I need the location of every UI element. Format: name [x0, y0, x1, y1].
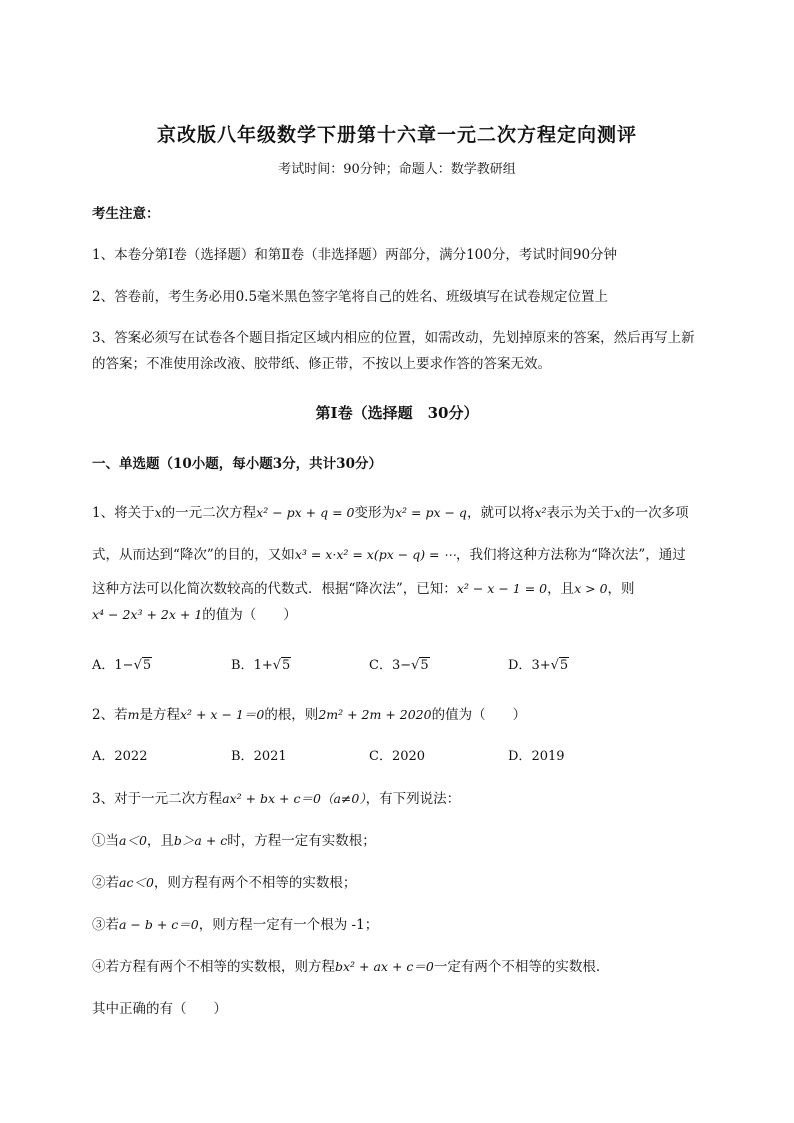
q2-option-a[interactable]: [92, 745, 147, 764]
q1-equation: x³ = x·x² = x(px − q) = ⋯: [294, 547, 456, 562]
option-value: 1−: [114, 658, 134, 673]
q3-text: 3、对于一元二次方程: [92, 791, 223, 807]
q3-equation: ax² + bx + c＝0（a≠0）: [222, 791, 366, 806]
q1-line-3: [92, 577, 635, 597]
option-label: B．: [231, 749, 254, 764]
q3-text: ③若: [92, 917, 119, 933]
q1-text: 的一元二次方程: [161, 505, 257, 521]
q3-equation: a＜0: [119, 833, 147, 848]
notice-item-2: 2、答卷前，考生务必用0.5毫米黑色签字笔将自己的姓名、班级填写在试卷规定位置上: [92, 289, 609, 305]
option-label: C．: [369, 749, 392, 764]
option-value: 2019: [531, 749, 565, 764]
q1-text: 变形为: [354, 505, 395, 521]
option-label: C．: [369, 658, 392, 673]
q3-equation: a − b + c＝0: [119, 917, 199, 932]
q1-var: x: [614, 505, 622, 520]
section-title: 第I卷（选择题 30分）: [315, 404, 479, 422]
q3-equation: bx² + ax + c＝0: [335, 959, 434, 974]
notice-heading: 考生注意：: [92, 206, 160, 222]
part-heading: 一、单选题（10小题，每小题3分，共计30分）: [92, 456, 382, 472]
q3-text: ，则方程一定有一个根为 -1；: [198, 917, 379, 933]
q1-text: ，则: [607, 581, 635, 597]
option-label: D．: [508, 658, 532, 673]
option-value: 2021: [253, 749, 287, 764]
q3-equation: b＞a + c: [173, 833, 228, 848]
q2-option-c[interactable]: [369, 745, 425, 764]
q1-option-b[interactable]: [231, 654, 291, 673]
q1-equation: x²: [534, 505, 547, 520]
q3-statement-3: [92, 913, 378, 933]
q1-line-4: [92, 603, 297, 623]
q2-equation: 2m² + 2m + 2020: [318, 707, 432, 722]
q3-statement-1: [92, 829, 376, 849]
q3-text: 一定有两个不相等的实数根．: [433, 959, 610, 975]
q3-statement-2: [92, 871, 356, 891]
option-value: 2020: [391, 749, 426, 764]
option-label: A．: [92, 749, 115, 764]
q3-tail: 其中正确的有（ ）: [92, 1001, 227, 1017]
option-value: 2022: [114, 749, 148, 764]
option-value: 1+: [253, 658, 273, 673]
q3-text: ，且: [146, 833, 174, 849]
q1-equation: x² − px + q = 0: [256, 505, 355, 520]
notice-item-1: 1、本卷分第I卷（选择题）和第Ⅱ卷（非选择题）两部分，满分100分，考试时间90分钟: [92, 247, 618, 263]
q2-text: 的值为（ ）: [431, 707, 527, 723]
q1-option-a[interactable]: [92, 654, 152, 673]
option-value: 3+: [531, 658, 551, 673]
q2-text: 2、若: [92, 707, 128, 723]
q3-text: ，有下列说法：: [365, 791, 461, 807]
q1-line-1: [92, 501, 689, 521]
sqrt-symbol: √5: [550, 658, 569, 673]
q2-option-b[interactable]: [231, 745, 287, 764]
radicand: 5: [559, 658, 569, 673]
q3-text: ②若: [92, 875, 119, 891]
q1-text: ，且: [547, 581, 575, 597]
sqrt-symbol: √5: [411, 658, 429, 673]
q2-option-d[interactable]: [508, 745, 565, 764]
q2-stem: [92, 703, 526, 723]
page-subtitle: 考试时间：90分钟；命题人：数学教研组: [278, 162, 516, 177]
q2-text: 的根，则: [264, 707, 319, 723]
notice-item-3: 3、答案必须写在试卷各个题目指定区域内相应的位置，如需改动，先划掉原来的答案，然后再写上新: [92, 330, 695, 346]
radicand: 5: [142, 658, 152, 673]
q3-text: 时，方程一定有实数根；: [227, 833, 376, 849]
page-title: 京改版八年级数学下册第十六章一元二次方程定向测评: [156, 124, 637, 146]
option-label: B．: [231, 658, 254, 673]
q1-text: 这种方法可以化简次数较高的代数式．根据“降次法”，已知：: [92, 581, 457, 597]
q1-text: ，就可以将: [466, 505, 535, 521]
q1-equation: x² = px − q: [394, 505, 467, 520]
option-label: A．: [92, 658, 115, 673]
q3-text: ①当: [92, 833, 119, 849]
q2-equation: x² + x − 1＝0: [179, 707, 265, 722]
q1-equation: x⁴ − 2x³ + 2x + 1: [92, 607, 203, 622]
q1-text: 式，从而达到“降次”的目的，又如: [92, 547, 295, 563]
q3-stem: [92, 787, 460, 807]
q1-line-2: [92, 543, 686, 563]
option-label: D．: [508, 749, 532, 764]
notice-item-3-cont: 的答案；不准使用涂改液、胶带纸、修正带，不按以上要求作答的答案无效。: [92, 356, 551, 372]
q1-option-d[interactable]: [508, 654, 569, 673]
q1-text: ，我们将这种方法称为“降次法”，通过: [456, 547, 686, 563]
q1-equation: x > 0: [574, 581, 608, 596]
q1-text: 表示为关于: [546, 505, 615, 521]
q1-text: 1、将关于: [92, 505, 155, 521]
q1-var: x: [154, 505, 162, 520]
q2-text: 是方程: [139, 707, 180, 723]
q2-var: m: [127, 707, 140, 722]
q3-equation: ac＜0: [119, 875, 154, 890]
q1-text: 的值为（ ）: [202, 607, 297, 623]
q3-text: ，则方程有两个不相等的实数根；: [153, 875, 357, 891]
q1-equation: x² − x − 1 = 0: [456, 581, 548, 596]
radicand: 5: [282, 658, 291, 673]
q3-statement-4: [92, 955, 609, 975]
q1-option-c[interactable]: [369, 654, 430, 673]
q1-text: 的一次多项: [621, 505, 689, 521]
q3-text: ④若方程有两个不相等的实数根，则方程: [92, 959, 335, 975]
sqrt-symbol: √5: [272, 658, 291, 673]
sqrt-symbol: √5: [133, 658, 152, 673]
radicand: 5: [420, 658, 429, 673]
option-value: 3−: [391, 658, 412, 673]
